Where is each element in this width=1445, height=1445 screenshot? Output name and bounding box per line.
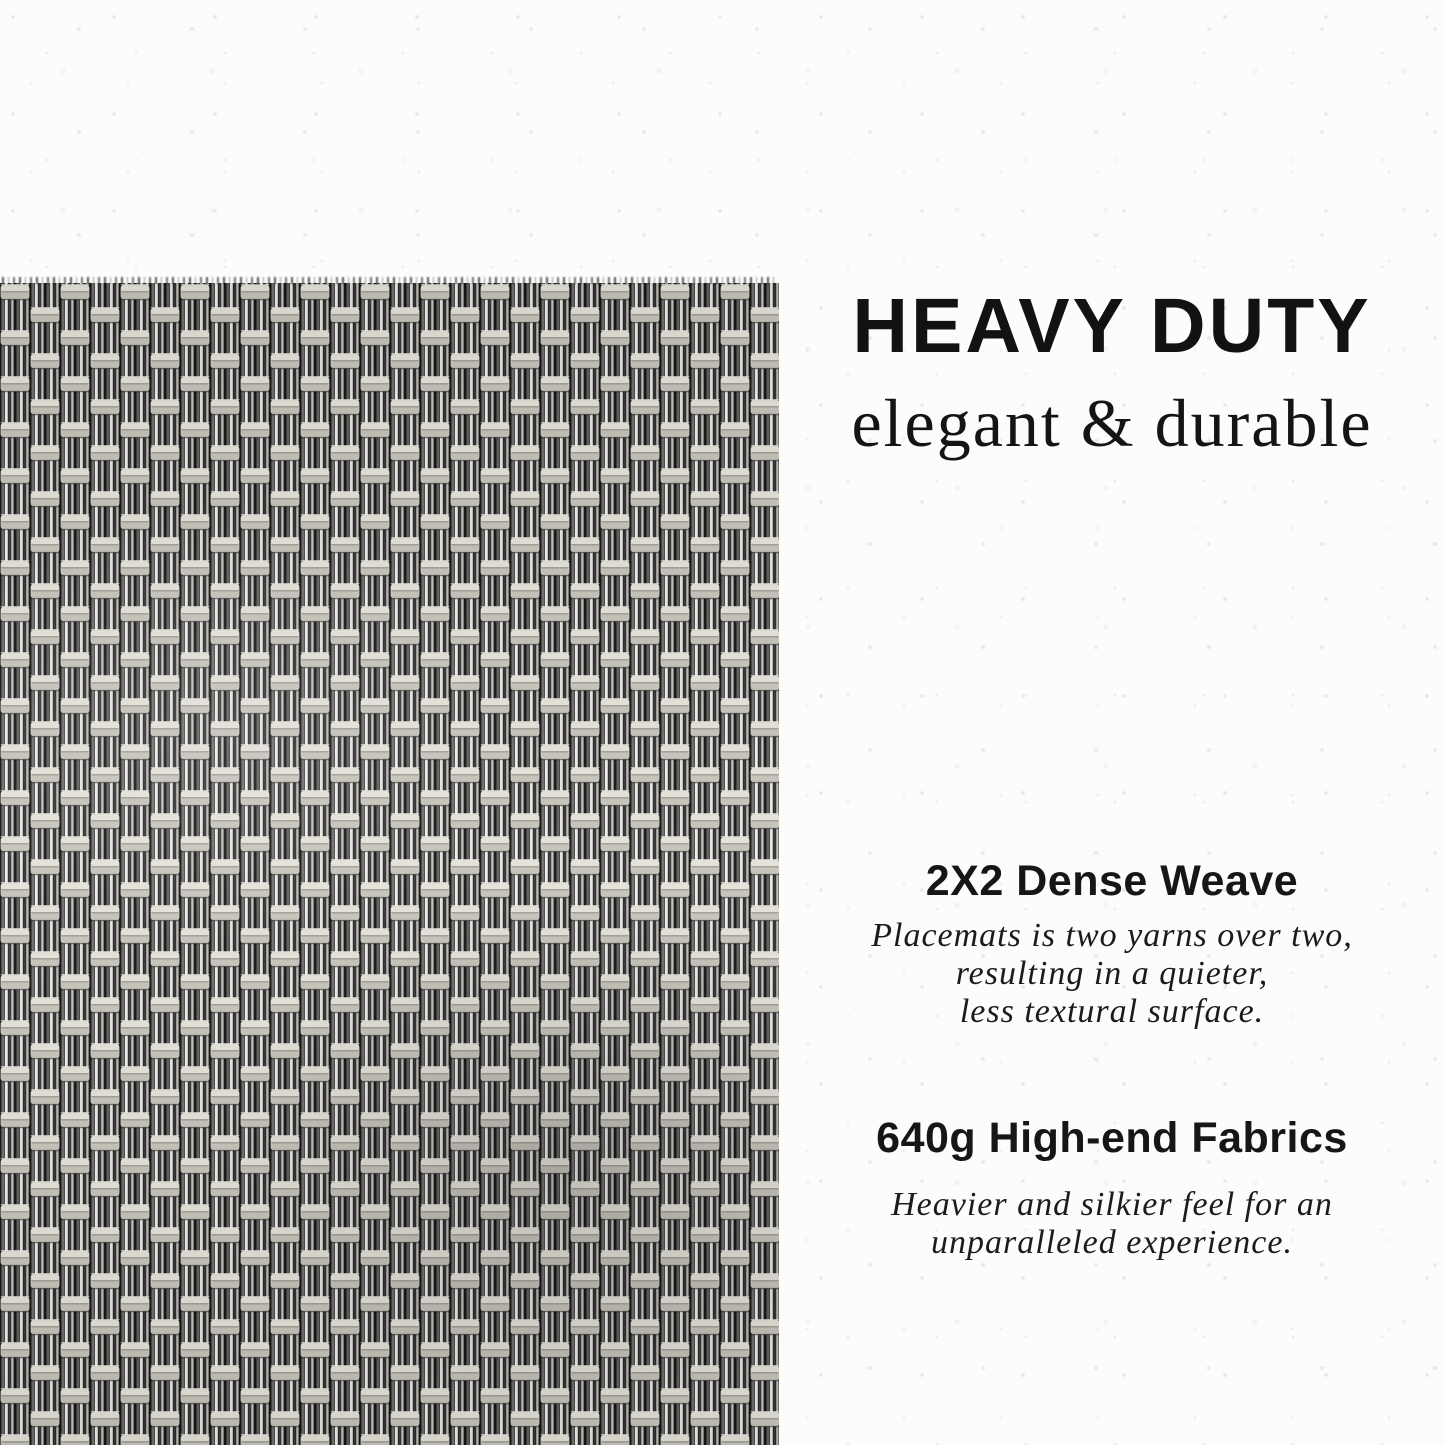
headline-title: HEAVY DUTY bbox=[852, 283, 1372, 369]
placemat-photo bbox=[0, 283, 779, 1445]
feature-fabric-weight bbox=[779, 1114, 1445, 1262]
marketing-copy bbox=[779, 0, 1445, 1445]
feature-line: Heavier and silkier feel for an bbox=[891, 1186, 1333, 1223]
feature-line: Placemats is two yarns over two, bbox=[871, 917, 1353, 954]
feature-fabric-weight-description bbox=[779, 1186, 1445, 1262]
feature-line: less textural surface. bbox=[959, 993, 1265, 1030]
headline-subtitle: elegant & durable bbox=[851, 385, 1373, 461]
placemat-weave-texture bbox=[0, 283, 779, 1445]
feature-line: unparalleled experience. bbox=[931, 1224, 1293, 1261]
feature-line: resulting in a quieter, bbox=[955, 955, 1269, 992]
feature-fabric-weight-heading: 640g High-end Fabrics bbox=[876, 1114, 1348, 1162]
feature-dense-weave-heading: 2X2 Dense Weave bbox=[925, 857, 1299, 905]
feature-dense-weave bbox=[779, 857, 1445, 1031]
feature-dense-weave-description bbox=[779, 917, 1445, 1031]
